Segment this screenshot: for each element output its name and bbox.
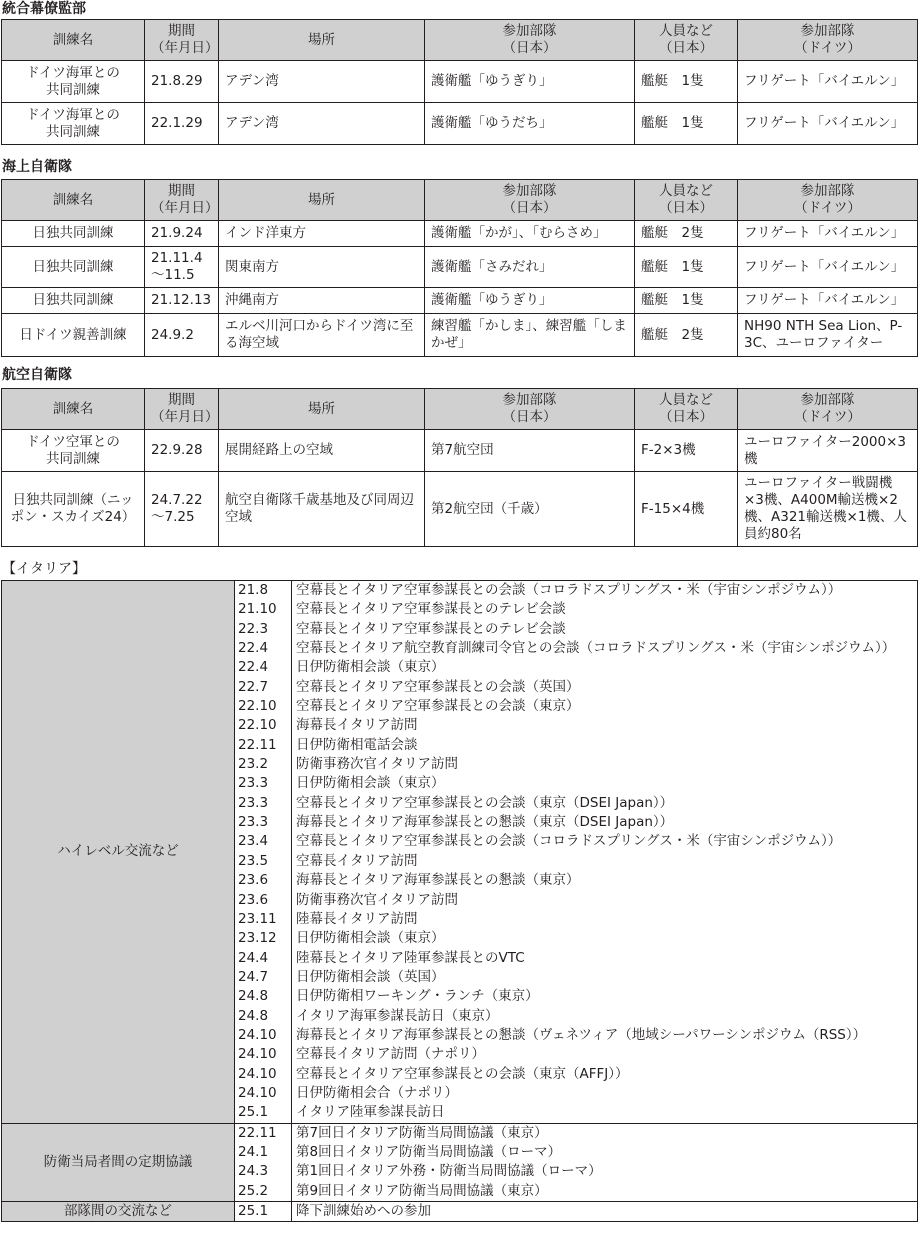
header-place: 場所 — [219, 20, 425, 61]
units-japan: 第2航空団（千歳） — [425, 472, 635, 547]
table-row — [2, 61, 918, 103]
italy-entry-text: 空幕長とイタリア空軍参謀長との会談（東京（AFFJ）） — [296, 1065, 629, 1082]
italy-table — [1, 580, 918, 1222]
italy-entry-date: 21.8 — [238, 582, 269, 598]
header-units-japan: 参加部隊 （日本） — [425, 389, 635, 430]
italy-entry-date: 22.4 — [238, 659, 269, 676]
italy-category: 防衛当局者間の定期協議 — [2, 1123, 235, 1201]
header-place: 場所 — [219, 389, 425, 430]
personnel-japan: 艦艇 1隻 — [635, 103, 738, 145]
italy-category: 部隊間の交流など — [2, 1202, 235, 1222]
italy-entry-text: 空幕長とイタリア空軍参謀長との会談（英国） — [296, 678, 580, 695]
units-germany: ユーロファイター2000×3機 — [738, 430, 918, 472]
italy-entry-text: 空幕長とイタリア空軍参謀長とのテレビ会談 — [296, 601, 566, 618]
units-japan: 護衛艦「かが」、「むらさめ」 — [425, 221, 635, 247]
table-row — [2, 247, 918, 288]
italy-entry-date: 24.7 — [238, 968, 269, 985]
header-row — [2, 389, 918, 430]
italy-entry-text: 防衛事務次官イタリア訪問 — [296, 756, 458, 773]
italy-entry-text: イタリア陸軍参謀長訪日 — [296, 1104, 445, 1121]
joint-staff-table — [1, 19, 918, 145]
exercise-name: 日独共同訓練 — [2, 221, 145, 247]
units-germany: ユーロファイター戦闘機×3機、A400M輸送機×2機、A321輸送機×1機、人員約80名 — [738, 472, 918, 547]
personnel-japan: 艦艇 2隻 — [635, 314, 738, 357]
italy-entry-text: 空幕長イタリア訪問 — [296, 852, 418, 869]
italy-entry-date: 22.11 — [238, 1124, 277, 1141]
header-units-germany: 参加部隊 （ドイツ） — [738, 389, 918, 430]
italy-entry-text: 海幕長とイタリア海軍参謀長との懇談（東京（DSEI Japan）） — [296, 814, 674, 831]
units-japan: 護衛艦「ゆうぎり」 — [425, 61, 635, 103]
italy-entry-date: 24.10 — [238, 1046, 277, 1063]
italy-entry-date: 23.3 — [238, 814, 269, 831]
units-japan: 第7航空団 — [425, 430, 635, 472]
units-germany: フリゲート「バイエルン」 — [738, 61, 918, 103]
italy-entry-date: 24.1 — [238, 1143, 269, 1160]
units-germany: フリゲート「バイエルン」 — [738, 221, 918, 247]
italy-entry-date: 22.3 — [238, 620, 269, 637]
italy-entry-date: 24.8 — [238, 1007, 269, 1024]
italy-entry-text: 日伊防衛相ワーキング・ランチ（東京） — [296, 988, 539, 1005]
exercise-period: 21.9.24 — [145, 221, 219, 247]
exercise-place: 展開経路上の空域 — [219, 430, 425, 472]
personnel-japan: 艦艇 1隻 — [635, 247, 738, 288]
italy-entry-text: 第9回日イタリア防衛当局間協議（東京） — [296, 1182, 548, 1199]
exercise-name: 日独共同訓練 — [2, 247, 145, 288]
header-personnel-japan: 人員など （日本） — [635, 20, 738, 61]
italy-entry-date: 23.11 — [238, 910, 277, 927]
units-japan: 護衛艦「さみだれ」 — [425, 247, 635, 288]
asdf-table — [1, 388, 918, 547]
exercise-name: 日独共同訓練 — [2, 288, 145, 314]
italy-category: ハイレベル交流など — [2, 581, 235, 1124]
header-units-japan: 参加部隊 （日本） — [425, 20, 635, 61]
exercise-period: 22.1.29 — [145, 103, 219, 145]
italy-entry-text: 空幕長とイタリア空軍参謀長との会談（コロラドスプリングス・米（宇宙シンポジウム）） — [296, 833, 842, 850]
exercise-period: 22.9.28 — [145, 430, 219, 472]
header-units-japan: 参加部隊 （日本） — [425, 180, 635, 221]
personnel-japan: 艦艇 2隻 — [635, 221, 738, 247]
italy-entry-text: 陸幕長とイタリア陸軍参謀長とのVTC — [296, 949, 525, 966]
italy-entry-date: 22.11 — [238, 736, 277, 753]
exercise-name: ドイツ海軍との 共同訓練 — [2, 61, 145, 103]
header-period: 期間 （年月日） — [145, 20, 219, 61]
italy-entry-date: 24.10 — [238, 1084, 277, 1101]
italy-entry-text: 日伊防衛相会談（東京） — [296, 659, 445, 676]
italy-entry-text: 空幕長とイタリア空軍参謀長とのテレビ会談 — [296, 620, 566, 637]
header-name: 訓練名 — [2, 389, 145, 430]
italy-group-row — [2, 1202, 918, 1222]
header-row — [2, 180, 918, 221]
units-japan: 練習艦「かしま」、練習艦「しまかぜ」 — [425, 314, 635, 357]
personnel-japan: 艦艇 1隻 — [635, 288, 738, 314]
header-units-germany: 参加部隊 （ドイツ） — [738, 180, 918, 221]
exercise-place: 航空自衛隊千歳基地及び同周辺空域 — [219, 472, 425, 547]
italy-events-cell — [292, 1123, 918, 1201]
italy-entry-text: 日伊防衛相会談（英国） — [296, 968, 445, 985]
table-row — [2, 288, 918, 314]
italy-entry-text: 空幕長とイタリア空軍参謀長との会談（東京） — [296, 698, 580, 715]
header-units-germany: 参加部隊 （ドイツ） — [738, 20, 918, 61]
table-row — [2, 430, 918, 472]
section-title-joint-staff: 統合幕僚監部 — [2, 1, 86, 17]
italy-entry-date: 23.4 — [238, 833, 269, 850]
exercise-name: 日独共同訓練（ニッポン・スカイズ24） — [2, 472, 145, 547]
italy-entry-text: 海幕長イタリア訪問 — [296, 717, 418, 734]
section-title-msdf: 海上自衛隊 — [2, 159, 72, 175]
italy-entry-date: 21.10 — [238, 601, 277, 618]
exercise-period: 21.11.4 〜11.5 — [145, 247, 219, 288]
section-title-asdf: 航空自衛隊 — [2, 367, 72, 383]
italy-entry-text: 第1回日イタリア外務・防衛当局間協議（ローマ） — [296, 1163, 602, 1180]
italy-entry-text: 空幕長イタリア訪問（ナポリ） — [296, 1046, 485, 1063]
italy-entry-text: イタリア海軍参謀長訪日（東京） — [296, 1007, 499, 1024]
italy-group-row — [2, 581, 918, 1124]
italy-entry-text: 日伊防衛相電話会談 — [296, 736, 418, 753]
italy-entry-text: 日伊防衛相会談（東京） — [296, 930, 445, 947]
italy-entry-date: 23.3 — [238, 794, 269, 811]
italy-entry-date: 22.4 — [238, 640, 269, 657]
italy-entry-text: 降下訓練始めへの参加 — [296, 1203, 431, 1219]
italy-entry-date: 24.3 — [238, 1163, 269, 1180]
personnel-japan: 艦艇 1隻 — [635, 61, 738, 103]
italy-dates-cell — [235, 1123, 292, 1201]
italy-entry-date: 24.4 — [238, 949, 269, 966]
italy-entry-date: 22.10 — [238, 717, 277, 734]
header-personnel-japan: 人員など （日本） — [635, 389, 738, 430]
italy-entry-date: 22.7 — [238, 678, 269, 695]
exercise-period: 24.9.2 — [145, 314, 219, 357]
exercise-period: 21.8.29 — [145, 61, 219, 103]
exercise-name: ドイツ海軍との 共同訓練 — [2, 103, 145, 145]
units-germany: フリゲート「バイエルン」 — [738, 288, 918, 314]
table-row — [2, 103, 918, 145]
italy-dates-cell — [235, 1202, 292, 1222]
exercise-place: エルベ川河口からドイツ湾に至る海空域 — [219, 314, 425, 357]
header-period: 期間 （年月日） — [145, 389, 219, 430]
italy-events-cell — [292, 581, 918, 1124]
italy-entry-date: 22.10 — [238, 698, 277, 715]
italy-title: 【イタリア】 — [2, 561, 86, 577]
exercise-name: 日ドイツ親善訓練 — [2, 314, 145, 357]
italy-entry-date: 23.3 — [238, 775, 269, 792]
table-row — [2, 472, 918, 547]
exercise-period: 21.12.13 — [145, 288, 219, 314]
italy-entry-date: 24.10 — [238, 1026, 277, 1043]
italy-entry-text: 空幕長とイタリア空軍参謀長との会談（東京（DSEI Japan）） — [296, 794, 674, 811]
exercise-place: 関東南方 — [219, 247, 425, 288]
italy-entry-text: 陸幕長イタリア訪問 — [296, 910, 418, 927]
header-personnel-japan: 人員など （日本） — [635, 180, 738, 221]
exercise-place: インド洋東方 — [219, 221, 425, 247]
italy-entry-text: 海幕長とイタリア海軍参謀長との懇談（東京） — [296, 872, 580, 889]
italy-entry-date: 24.10 — [238, 1065, 277, 1082]
units-germany: NH90 NTH Sea Lion、P-3C、ユーロファイター — [738, 314, 918, 357]
italy-entry-text: 日伊防衛相会談（東京） — [296, 775, 445, 792]
exercise-period: 24.7.22 〜7.25 — [145, 472, 219, 547]
italy-entry-date: 25.1 — [238, 1104, 269, 1121]
italy-entry-date: 23.6 — [238, 891, 269, 908]
units-japan: 護衛艦「ゆうだち」 — [425, 103, 635, 145]
italy-dates-cell — [235, 581, 292, 1124]
personnel-japan: F-2×3機 — [635, 430, 738, 472]
units-japan: 護衛艦「ゆうぎり」 — [425, 288, 635, 314]
italy-entry-date: 23.6 — [238, 872, 269, 889]
italy-entry-date: 23.5 — [238, 852, 269, 869]
italy-entry-date: 23.2 — [238, 756, 269, 773]
italy-entry-text: 第7回日イタリア防衛当局間協議（東京） — [296, 1124, 548, 1141]
italy-entry-text: 防衛事務次官イタリア訪問 — [296, 891, 458, 908]
table-row — [2, 221, 918, 247]
italy-entry-text: 空幕長とイタリア空軍参謀長との会談（コロラドスプリングス・米（宇宙シンポジウム）） — [296, 582, 842, 598]
exercise-place: 沖縄南方 — [219, 288, 425, 314]
msdf-table — [1, 179, 918, 357]
personnel-japan: F-15×4機 — [635, 472, 738, 547]
italy-entry-text: 第8回日イタリア防衛当局間協議（ローマ） — [296, 1143, 562, 1160]
italy-entry-text: 海幕長とイタリア海軍参謀長との懇談（ヴェネツィア（地域シーパワーシンポジウム（RSS）） — [296, 1026, 867, 1043]
table-row — [2, 314, 918, 357]
italy-entry-text: 空幕長とイタリア航空教育訓練司令官との会談（コロラドスプリングス・米（宇宙シンポジウム）） — [296, 640, 896, 657]
italy-entry-date: 24.8 — [238, 988, 269, 1005]
exercise-name: ドイツ空軍との 共同訓練 — [2, 430, 145, 472]
exercise-place: アデン湾 — [219, 103, 425, 145]
italy-entry-date: 25.1 — [238, 1203, 269, 1219]
italy-entry-date: 25.2 — [238, 1182, 269, 1199]
italy-entry-text: 日伊防衛相会合（ナポリ） — [296, 1084, 458, 1101]
header-period: 期間 （年月日） — [145, 180, 219, 221]
italy-group-row — [2, 1123, 918, 1201]
header-row — [2, 20, 918, 61]
header-place: 場所 — [219, 180, 425, 221]
italy-events-cell — [292, 1202, 918, 1222]
header-name: 訓練名 — [2, 20, 145, 61]
units-germany: フリゲート「バイエルン」 — [738, 103, 918, 145]
header-name: 訓練名 — [2, 180, 145, 221]
italy-entry-date: 23.12 — [238, 930, 277, 947]
units-germany: フリゲート「バイエルン」 — [738, 247, 918, 288]
exercise-place: アデン湾 — [219, 61, 425, 103]
